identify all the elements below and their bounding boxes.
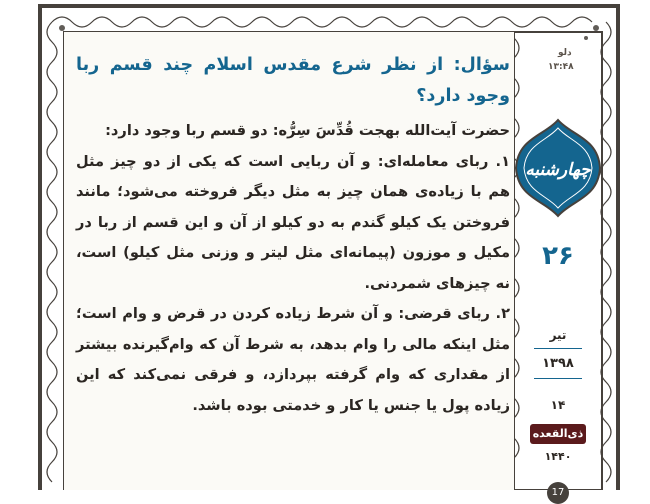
- day-number: ۲۶: [542, 241, 574, 271]
- hijri-year: ۱۴۴۰: [544, 450, 572, 463]
- question-heading: سؤال: از نظر شرع مقدس اسلام چند قسم ربا وجود دارد؟: [76, 55, 510, 106]
- answer-item-1: ۱. ربای معامله‌ای: و آن ربایی است که یکی از دو چیز مثل هم با زیاده‌ی همان چیز به مثل دیگر فروخته می‌شود؛ مانند فروختن یک کیلو گندم به دو کیلو از آن و این قسم از ربا در مکیل و موزون (پیمانه‌ای مثل لیتر و وزنی مثل کیلو) است، نه چیزهای شمردنی.: [76, 152, 510, 292]
- page-number: 17: [547, 482, 569, 504]
- answer-item-2: ۲. ربای قرضی: و آن شرط زیاده کردن در قرض و وام است؛ مثل اینکه مالی را وام بدهد، به شرط آن که وام‌گیرنده بیشتر از مقداری که وام گرفته بپردازد، و فرقی نمی‌کند که این زیاده پول یا جنس یا کار و خدمتی بوده باشد.: [76, 305, 510, 414]
- month-name: تیر: [549, 328, 567, 342]
- weekday-label: چهارشنبه: [525, 160, 591, 180]
- article-body: [76, 50, 510, 421]
- answer-intro: حضرت آیت‌الله بهجت قُدِّسَ سِرُّه: دو قسم ربا وجود دارد:: [105, 122, 510, 139]
- divider: [534, 348, 582, 349]
- sidebar-month-label: دلو: [558, 48, 572, 58]
- sidebar-solar-date: ۱۳:۴۸: [548, 62, 574, 72]
- hijri-month: ذی‌القعده: [530, 424, 586, 444]
- date-sidebar: [514, 36, 602, 498]
- divider: [534, 378, 582, 379]
- hijri-day: ۱۴: [550, 398, 566, 412]
- year: ۱۳۹۸: [542, 356, 574, 371]
